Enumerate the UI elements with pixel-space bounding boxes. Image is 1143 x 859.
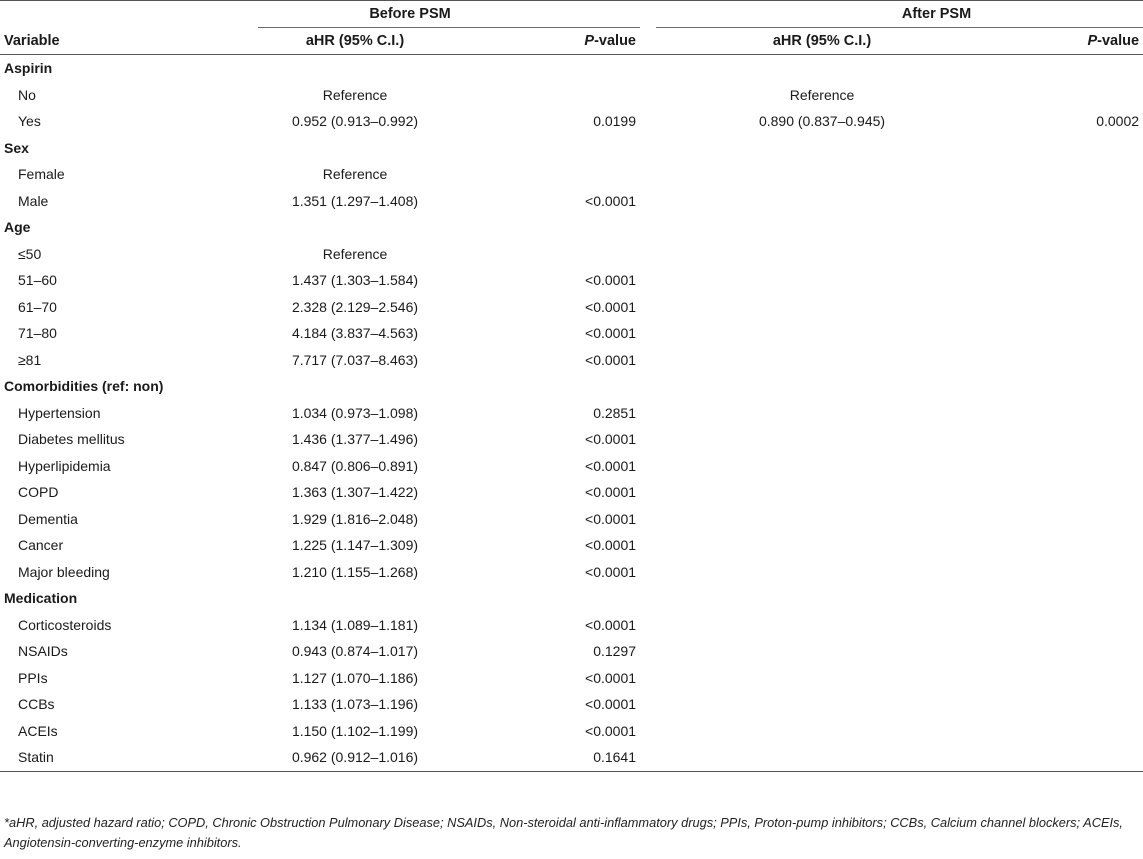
p-after-cell: 0.0002 [1096,113,1140,129]
p-after-cell [1004,347,1143,374]
p-after-cell [1004,665,1143,692]
ahr-before-cell: 1.437 (1.303–1.584) [291,272,419,288]
p-before-cell: <0.0001 [585,563,637,580]
variable-label: Female [18,166,65,182]
empty-cell [240,55,470,82]
ahr-after-cell [640,320,1004,347]
table-row [0,294,1143,321]
p-after-cell [1004,400,1143,427]
ahr-after-cell [640,188,1004,215]
table-row [0,744,1143,771]
p-before-cell: <0.0001 [585,537,637,553]
ahr-before-cell: 0.952 (0.913–0.992) [291,113,419,129]
table-row [0,108,1143,135]
p-after-cell [1004,294,1143,321]
ahr-after-cell: 0.890 (0.837–0.945) [758,113,886,129]
empty-cell [640,135,1004,162]
p-after-cell [1004,161,1143,188]
ahr-after-cell [640,506,1004,533]
ahr-after-cell [640,718,1004,745]
variable-label: No [18,86,36,103]
p-after-cell [1004,691,1143,718]
empty-cell [1004,55,1143,82]
empty-cell [470,585,640,612]
variable-label: ACEIs [18,722,58,739]
table-row [0,506,1143,533]
p-after-cell [1004,267,1143,294]
ahr-after-cell [640,638,1004,665]
header-ahr-after: aHR (95% C.I.) [640,28,1004,55]
p-before-cell: 0.0199 [593,113,637,129]
ahr-before-cell: Reference [322,86,388,103]
header-column-row [0,28,1143,55]
variable-label: PPIs [18,669,48,686]
table-row [0,400,1143,427]
table-row [0,532,1143,559]
header-p-before: P-value [470,28,640,55]
table-row [0,559,1143,586]
header-empty-cell [0,1,240,28]
empty-cell [640,214,1004,241]
header-p-after: P-value [1004,28,1143,55]
category-row [0,585,1143,612]
variable-label: 51–60 [18,272,57,288]
ahr-after-cell [640,453,1004,480]
p-before-cell: <0.0001 [585,510,637,527]
ahr-before-cell: Reference [322,245,388,262]
ahr-after-cell [640,612,1004,639]
p-before-cell: <0.0001 [585,431,637,447]
ahr-after-cell [640,426,1004,453]
p-before-cell: <0.0001 [585,272,637,288]
variable-label: Hypertension [18,404,101,421]
p-before-cell: <0.0001 [585,298,637,315]
table-row [0,320,1143,347]
empty-cell [640,373,1004,400]
table-row [0,161,1143,188]
empty-cell [240,373,470,400]
table-row [0,718,1143,745]
p-before-cell: <0.0001 [585,722,637,739]
p-before-cell: 0.2851 [593,404,637,421]
category-row [0,55,1143,82]
ahr-after-cell: Reference [789,86,855,103]
ahr-before-cell: 1.210 (1.155–1.268) [291,563,419,580]
p-after-cell [1004,426,1143,453]
ahr-before-cell: 1.134 (1.089–1.181) [291,616,419,633]
p-after-cell [1004,559,1143,586]
ahr-after-cell [640,744,1004,771]
category-row [0,214,1143,241]
ahr-after-cell [640,161,1004,188]
variable-label: ≥81 [18,351,42,368]
p-before-cell: <0.0001 [585,696,637,712]
variable-label: Cancer [18,537,64,553]
ahr-after-cell [640,479,1004,506]
ahr-before-cell: 0.943 (0.874–1.017) [291,643,419,659]
category-label: Medication [4,590,78,606]
p-after-cell [1004,188,1143,215]
p-before-cell: <0.0001 [585,351,637,368]
table-row [0,241,1143,268]
variable-label: COPD [18,484,59,500]
p-after-cell [1004,612,1143,639]
table-row [0,267,1143,294]
variable-label: Male [18,192,49,209]
p-after-cell [1004,506,1143,533]
empty-cell [1004,373,1143,400]
p-before-cell: <0.0001 [585,616,637,633]
table-footnote: *aHR, adjusted hazard ratio; COPD, Chronic Obstruction Pulmonary Disease; NSAIDs, Non-steroidal anti-inflammatory drugs; PPIs, Proton-pump inhibitors; CCBs, Calcium channel blockers; ACEIs, Angiotensin-converting-enzyme inhibitors. [4,815,1123,850]
ahr-after-cell [640,665,1004,692]
table-row [0,479,1143,506]
p-before-cell: <0.0001 [585,192,637,209]
variable-label: Statin [0,744,240,771]
header-before-psm: Before PSM [240,1,640,28]
p-after-cell [1004,718,1143,745]
p-before-cell [470,82,640,109]
p-after-cell [1004,82,1143,109]
p-after-cell [1004,241,1143,268]
ahr-after-cell [640,294,1004,321]
variable-label: Dementia [18,510,78,527]
header-after-psm: After PSM [640,1,1143,28]
variable-label: Yes [18,113,41,129]
ahr-before-cell: 0.847 (0.806–0.891) [291,457,419,474]
variable-label: Diabetes mellitus [18,431,125,447]
variable-label: 61–70 [18,298,57,315]
empty-cell [240,585,470,612]
variable-label: CCBs [18,696,55,712]
empty-cell [470,55,640,82]
variable-label: 71–80 [18,325,57,341]
variable-label: Hyperlipidemia [18,457,111,474]
p-after-cell [1004,479,1143,506]
category-label: Age [4,219,31,235]
empty-cell [640,585,1004,612]
p-before-cell: 0.1641 [470,744,640,771]
p-before-cell: <0.0001 [585,484,637,500]
p-before-cell: 0.1297 [593,643,637,659]
p-after-cell [1004,320,1143,347]
category-label: Sex [4,139,29,156]
ahr-before-cell: 1.133 (1.073–1.196) [291,696,419,712]
ahr-after-cell [640,400,1004,427]
ahr-before-cell: 0.962 (0.912–1.016) [240,744,470,771]
category-row [0,135,1143,162]
empty-cell [470,373,640,400]
table-row [0,453,1143,480]
ahr-after-cell [640,532,1004,559]
p-before-cell [470,161,640,188]
table-row [0,638,1143,665]
ahr-after-cell [640,241,1004,268]
ahr-before-cell: 1.225 (1.147–1.309) [291,537,419,553]
p-after-cell [1004,638,1143,665]
table-row [0,82,1143,109]
p-before-cell: <0.0001 [585,325,637,341]
p-after-cell [1004,744,1143,771]
table-row [0,426,1143,453]
empty-cell [240,135,470,162]
ahr-before-cell: 1.363 (1.307–1.422) [291,484,419,500]
ahr-before-cell: 1.127 (1.070–1.186) [291,669,419,686]
p-before-cell [470,241,640,268]
ahr-before-cell: Reference [322,166,388,182]
ahr-before-cell: 1.929 (1.816–2.048) [291,510,419,527]
variable-label: NSAIDs [18,643,68,659]
p-before-cell: <0.0001 [585,457,637,474]
empty-cell [640,55,1004,82]
variable-label: Major bleeding [18,563,110,580]
table-row [0,691,1143,718]
variable-label: ≤50 [18,245,42,262]
category-row [0,373,1143,400]
table-row [0,612,1143,639]
ahr-before-cell: 1.436 (1.377–1.496) [291,431,419,447]
ahr-after-cell [640,267,1004,294]
empty-cell [1004,214,1143,241]
empty-cell [470,214,640,241]
p-before-cell: <0.0001 [585,669,637,686]
table-row [0,188,1143,215]
ahr-before-cell: 1.034 (0.973–1.098) [291,404,419,421]
table-body [0,55,1143,772]
ahr-after-cell [640,559,1004,586]
table-row [0,347,1143,374]
header-variable: Variable [0,28,240,55]
variable-label: Corticosteroids [18,616,112,633]
ahr-before-cell: 2.328 (2.129–2.546) [291,298,419,315]
ahr-before-cell: 4.184 (3.837–4.563) [291,325,419,341]
header-group-row [0,1,1143,28]
ahr-before-cell: 1.351 (1.297–1.408) [291,192,419,209]
empty-cell [1004,135,1143,162]
category-label: Comorbidities (ref: non) [4,378,164,394]
ahr-after-cell [640,691,1004,718]
ahr-after-cell [640,347,1004,374]
header-ahr-before: aHR (95% C.I.) [240,28,470,55]
ahr-before-cell: 1.150 (1.102–1.199) [291,722,419,739]
p-after-cell [1004,453,1143,480]
p-after-cell [1004,532,1143,559]
empty-cell [470,135,640,162]
table-row [0,665,1143,692]
category-label: Aspirin [4,60,53,76]
ahr-before-cell: 7.717 (7.037–8.463) [291,351,419,368]
empty-cell [1004,585,1143,612]
empty-cell [240,214,470,241]
